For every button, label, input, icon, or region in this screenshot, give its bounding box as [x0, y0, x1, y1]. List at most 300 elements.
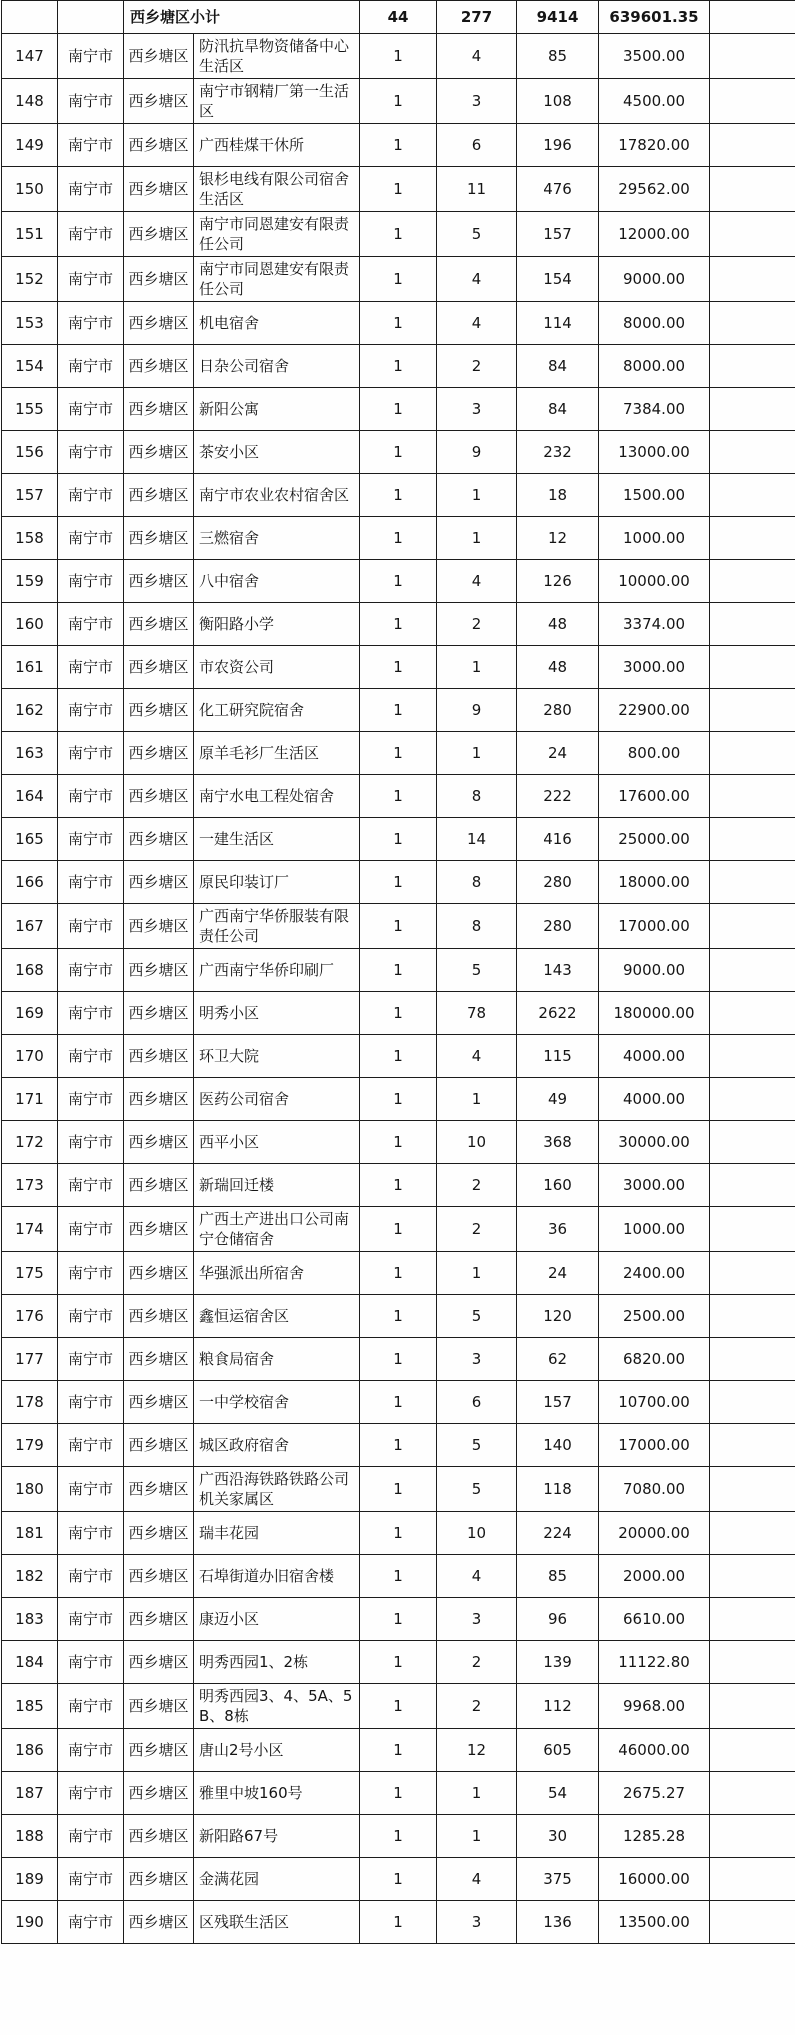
- empty-cell: [58, 1, 124, 34]
- name-cell: 化工研究院宿舍: [194, 689, 360, 732]
- row-number-cell: 150: [2, 167, 58, 212]
- row-number-cell: 174: [2, 1207, 58, 1252]
- row-number-cell: 160: [2, 603, 58, 646]
- name-cell: 新瑞回迁楼: [194, 1164, 360, 1207]
- table-row: [2, 560, 795, 603]
- spare-cell: [710, 560, 795, 603]
- name-cell: 雅里中坡160号: [194, 1772, 360, 1815]
- count-a-cell: 1: [360, 1901, 437, 1944]
- district-cell: 西乡塘区: [124, 34, 194, 79]
- amount-cell: 1000.00: [599, 517, 710, 560]
- name-cell: 南宁市钢精厂第一生活区: [194, 79, 360, 124]
- count-b-cell: 2: [437, 1684, 517, 1729]
- name-cell: 医药公司宿舍: [194, 1078, 360, 1121]
- count-b-cell: 8: [437, 775, 517, 818]
- table-row: [2, 1252, 795, 1295]
- subtotal-count-c-cell: 9414: [517, 1, 599, 34]
- count-c-cell: 280: [517, 861, 599, 904]
- spare-cell: [710, 689, 795, 732]
- count-a-cell: 1: [360, 212, 437, 257]
- amount-cell: 9000.00: [599, 257, 710, 302]
- table-row: [2, 474, 795, 517]
- district-cell: 西乡塘区: [124, 388, 194, 431]
- count-c-cell: 157: [517, 1381, 599, 1424]
- spare-cell: [710, 646, 795, 689]
- spare-cell: [710, 302, 795, 345]
- city-cell: 南宁市: [58, 1684, 124, 1729]
- table-row: [2, 34, 795, 79]
- table-row: [2, 1729, 795, 1772]
- name-cell: 南宁市同恩建安有限责任公司: [194, 212, 360, 257]
- amount-cell: 2400.00: [599, 1252, 710, 1295]
- count-c-cell: 196: [517, 124, 599, 167]
- name-cell: 原羊毛衫厂生活区: [194, 732, 360, 775]
- row-number-cell: 176: [2, 1295, 58, 1338]
- row-number-cell: 164: [2, 775, 58, 818]
- row-number-cell: 169: [2, 992, 58, 1035]
- city-cell: 南宁市: [58, 1207, 124, 1252]
- count-c-cell: 2622: [517, 992, 599, 1035]
- amount-cell: 46000.00: [599, 1729, 710, 1772]
- amount-cell: 2500.00: [599, 1295, 710, 1338]
- table-row: [2, 1381, 795, 1424]
- spare-cell: [710, 861, 795, 904]
- amount-cell: 3500.00: [599, 34, 710, 79]
- table-row: [2, 1467, 795, 1512]
- count-c-cell: 18: [517, 474, 599, 517]
- amount-cell: 11122.80: [599, 1641, 710, 1684]
- count-c-cell: 24: [517, 732, 599, 775]
- amount-cell: 7080.00: [599, 1467, 710, 1512]
- count-b-cell: 8: [437, 904, 517, 949]
- count-c-cell: 54: [517, 1772, 599, 1815]
- district-cell: 西乡塘区: [124, 818, 194, 861]
- spare-cell: [710, 124, 795, 167]
- table-row: [2, 1858, 795, 1901]
- city-cell: 南宁市: [58, 1381, 124, 1424]
- row-number-cell: 154: [2, 345, 58, 388]
- city-cell: 南宁市: [58, 775, 124, 818]
- count-c-cell: 232: [517, 431, 599, 474]
- amount-cell: 17000.00: [599, 1424, 710, 1467]
- row-number-cell: 157: [2, 474, 58, 517]
- district-cell: 西乡塘区: [124, 431, 194, 474]
- row-number-cell: 151: [2, 212, 58, 257]
- count-a-cell: 1: [360, 1772, 437, 1815]
- name-cell: 西平小区: [194, 1121, 360, 1164]
- name-cell: 南宁市农业农村宿舍区: [194, 474, 360, 517]
- district-cell: 西乡塘区: [124, 1815, 194, 1858]
- district-cell: 西乡塘区: [124, 1684, 194, 1729]
- district-cell: 西乡塘区: [124, 79, 194, 124]
- spare-cell: [710, 1467, 795, 1512]
- count-c-cell: 48: [517, 603, 599, 646]
- city-cell: 南宁市: [58, 1901, 124, 1944]
- count-a-cell: 1: [360, 431, 437, 474]
- district-cell: 西乡塘区: [124, 167, 194, 212]
- spare-cell: [710, 431, 795, 474]
- amount-cell: 6820.00: [599, 1338, 710, 1381]
- amount-cell: 4000.00: [599, 1078, 710, 1121]
- spare-cell: [710, 1815, 795, 1858]
- count-a-cell: 1: [360, 949, 437, 992]
- count-c-cell: 49: [517, 1078, 599, 1121]
- count-b-cell: 78: [437, 992, 517, 1035]
- city-cell: 南宁市: [58, 1121, 124, 1164]
- count-b-cell: 5: [437, 1295, 517, 1338]
- spare-cell: [710, 1512, 795, 1555]
- count-c-cell: 84: [517, 345, 599, 388]
- row-number-cell: 163: [2, 732, 58, 775]
- count-c-cell: 476: [517, 167, 599, 212]
- row-number-cell: 175: [2, 1252, 58, 1295]
- count-c-cell: 118: [517, 1467, 599, 1512]
- count-a-cell: 1: [360, 1815, 437, 1858]
- name-cell: 防汛抗旱物资储备中心生活区: [194, 34, 360, 79]
- spare-cell: [710, 1338, 795, 1381]
- count-b-cell: 5: [437, 1424, 517, 1467]
- spare-cell: [710, 1598, 795, 1641]
- row-number-cell: 184: [2, 1641, 58, 1684]
- spare-cell: [710, 1121, 795, 1164]
- name-cell: 银杉电线有限公司宿舍生活区: [194, 167, 360, 212]
- table-row: [2, 603, 795, 646]
- name-cell: 新阳公寓: [194, 388, 360, 431]
- count-b-cell: 1: [437, 1815, 517, 1858]
- name-cell: 南宁市同恩建安有限责任公司: [194, 257, 360, 302]
- city-cell: 南宁市: [58, 1641, 124, 1684]
- city-cell: 南宁市: [58, 474, 124, 517]
- district-cell: 西乡塘区: [124, 992, 194, 1035]
- count-b-cell: 3: [437, 1598, 517, 1641]
- district-cell: 西乡塘区: [124, 1555, 194, 1598]
- name-cell: 新阳路67号: [194, 1815, 360, 1858]
- count-c-cell: 24: [517, 1252, 599, 1295]
- table-row: [2, 775, 795, 818]
- count-a-cell: 1: [360, 474, 437, 517]
- district-cell: 西乡塘区: [124, 1858, 194, 1901]
- name-cell: 明秀西园1、2栋: [194, 1641, 360, 1684]
- count-b-cell: 2: [437, 603, 517, 646]
- subtotal-label-cell: 西乡塘区小计: [124, 1, 360, 34]
- count-b-cell: 4: [437, 1858, 517, 1901]
- count-c-cell: 30: [517, 1815, 599, 1858]
- table-row: [2, 517, 795, 560]
- amount-cell: 4000.00: [599, 1035, 710, 1078]
- district-cell: 西乡塘区: [124, 1772, 194, 1815]
- count-c-cell: 114: [517, 302, 599, 345]
- count-a-cell: 1: [360, 1121, 437, 1164]
- count-a-cell: 1: [360, 1684, 437, 1729]
- row-number-cell: 170: [2, 1035, 58, 1078]
- amount-cell: 18000.00: [599, 861, 710, 904]
- spare-cell: [710, 388, 795, 431]
- city-cell: 南宁市: [58, 1467, 124, 1512]
- table-row: [2, 1684, 795, 1729]
- count-b-cell: 10: [437, 1512, 517, 1555]
- city-cell: 南宁市: [58, 646, 124, 689]
- count-c-cell: 62: [517, 1338, 599, 1381]
- city-cell: 南宁市: [58, 302, 124, 345]
- count-b-cell: 3: [437, 79, 517, 124]
- city-cell: 南宁市: [58, 904, 124, 949]
- spare-cell: [710, 1641, 795, 1684]
- table-row: [2, 1424, 795, 1467]
- count-a-cell: 1: [360, 1252, 437, 1295]
- count-a-cell: 1: [360, 1424, 437, 1467]
- city-cell: 南宁市: [58, 345, 124, 388]
- row-number-cell: 190: [2, 1901, 58, 1944]
- table-row: [2, 431, 795, 474]
- count-c-cell: 48: [517, 646, 599, 689]
- name-cell: 一建生活区: [194, 818, 360, 861]
- table-row: [2, 1338, 795, 1381]
- city-cell: 南宁市: [58, 949, 124, 992]
- row-number-cell: 148: [2, 79, 58, 124]
- amount-cell: 1000.00: [599, 1207, 710, 1252]
- table-row: [2, 949, 795, 992]
- name-cell: 八中宿舍: [194, 560, 360, 603]
- amount-cell: 10000.00: [599, 560, 710, 603]
- spare-cell: [710, 212, 795, 257]
- district-cell: 西乡塘区: [124, 212, 194, 257]
- district-cell: 西乡塘区: [124, 1641, 194, 1684]
- count-b-cell: 5: [437, 1467, 517, 1512]
- count-c-cell: 157: [517, 212, 599, 257]
- table-row: [2, 732, 795, 775]
- name-cell: 衡阳路小学: [194, 603, 360, 646]
- count-a-cell: 1: [360, 79, 437, 124]
- district-cell: 西乡塘区: [124, 1467, 194, 1512]
- city-cell: 南宁市: [58, 1555, 124, 1598]
- count-c-cell: 115: [517, 1035, 599, 1078]
- count-a-cell: 1: [360, 302, 437, 345]
- spare-cell: [710, 1295, 795, 1338]
- district-cell: 西乡塘区: [124, 1424, 194, 1467]
- count-c-cell: 375: [517, 1858, 599, 1901]
- city-cell: 南宁市: [58, 560, 124, 603]
- count-a-cell: 1: [360, 517, 437, 560]
- table-row: [2, 79, 795, 124]
- city-cell: 南宁市: [58, 861, 124, 904]
- table-body: [2, 1, 795, 1944]
- spare-cell: [710, 79, 795, 124]
- table-row: [2, 818, 795, 861]
- row-number-cell: 183: [2, 1598, 58, 1641]
- amount-cell: 22900.00: [599, 689, 710, 732]
- count-b-cell: 6: [437, 124, 517, 167]
- amount-cell: 10700.00: [599, 1381, 710, 1424]
- district-cell: 西乡塘区: [124, 1164, 194, 1207]
- amount-cell: 800.00: [599, 732, 710, 775]
- count-c-cell: 140: [517, 1424, 599, 1467]
- count-a-cell: 1: [360, 732, 437, 775]
- row-number-cell: 153: [2, 302, 58, 345]
- city-cell: 南宁市: [58, 818, 124, 861]
- table-row: [2, 689, 795, 732]
- row-number-cell: 159: [2, 560, 58, 603]
- name-cell: 明秀西园3、4、5A、5B、8栋: [194, 1684, 360, 1729]
- count-a-cell: 1: [360, 1641, 437, 1684]
- spare-cell: [710, 1035, 795, 1078]
- amount-cell: 4500.00: [599, 79, 710, 124]
- district-cell: 西乡塘区: [124, 689, 194, 732]
- row-number-cell: 179: [2, 1424, 58, 1467]
- spare-cell: [710, 1858, 795, 1901]
- amount-cell: 8000.00: [599, 302, 710, 345]
- count-a-cell: 1: [360, 560, 437, 603]
- city-cell: 南宁市: [58, 1252, 124, 1295]
- amount-cell: 30000.00: [599, 1121, 710, 1164]
- table-row: [2, 1512, 795, 1555]
- row-number-cell: 181: [2, 1512, 58, 1555]
- city-cell: 南宁市: [58, 1772, 124, 1815]
- count-b-cell: 1: [437, 732, 517, 775]
- count-b-cell: 2: [437, 1207, 517, 1252]
- row-number-cell: 168: [2, 949, 58, 992]
- city-cell: 南宁市: [58, 1424, 124, 1467]
- district-cell: 西乡塘区: [124, 1729, 194, 1772]
- count-b-cell: 5: [437, 949, 517, 992]
- row-number-cell: 173: [2, 1164, 58, 1207]
- name-cell: 区残联生活区: [194, 1901, 360, 1944]
- amount-cell: 6610.00: [599, 1598, 710, 1641]
- city-cell: 南宁市: [58, 1338, 124, 1381]
- count-a-cell: 1: [360, 1164, 437, 1207]
- city-cell: 南宁市: [58, 1164, 124, 1207]
- district-cell: 西乡塘区: [124, 861, 194, 904]
- spare-cell: [710, 775, 795, 818]
- amount-cell: 12000.00: [599, 212, 710, 257]
- district-cell: 西乡塘区: [124, 1901, 194, 1944]
- city-cell: 南宁市: [58, 1598, 124, 1641]
- row-number-cell: 182: [2, 1555, 58, 1598]
- table-row: [2, 992, 795, 1035]
- amount-cell: 17820.00: [599, 124, 710, 167]
- spare-cell: [710, 1729, 795, 1772]
- count-a-cell: 1: [360, 861, 437, 904]
- district-cell: 西乡塘区: [124, 1078, 194, 1121]
- name-cell: 市农资公司: [194, 646, 360, 689]
- district-cell: 西乡塘区: [124, 1252, 194, 1295]
- count-a-cell: 1: [360, 1598, 437, 1641]
- table-row: [2, 1772, 795, 1815]
- count-a-cell: 1: [360, 904, 437, 949]
- count-a-cell: 1: [360, 345, 437, 388]
- count-c-cell: 154: [517, 257, 599, 302]
- amount-cell: 1500.00: [599, 474, 710, 517]
- name-cell: 康迈小区: [194, 1598, 360, 1641]
- city-cell: 南宁市: [58, 212, 124, 257]
- count-b-cell: 4: [437, 257, 517, 302]
- table-row: [2, 1641, 795, 1684]
- amount-cell: 2675.27: [599, 1772, 710, 1815]
- name-cell: 广西土产进出口公司南宁仓储宿舍: [194, 1207, 360, 1252]
- row-number-cell: 158: [2, 517, 58, 560]
- amount-cell: 9000.00: [599, 949, 710, 992]
- count-a-cell: 1: [360, 1381, 437, 1424]
- count-c-cell: 368: [517, 1121, 599, 1164]
- count-b-cell: 3: [437, 1901, 517, 1944]
- amount-cell: 7384.00: [599, 388, 710, 431]
- spare-cell: [710, 1555, 795, 1598]
- count-b-cell: 4: [437, 1035, 517, 1078]
- district-cell: 西乡塘区: [124, 1035, 194, 1078]
- city-cell: 南宁市: [58, 124, 124, 167]
- count-a-cell: 1: [360, 1467, 437, 1512]
- count-a-cell: 1: [360, 818, 437, 861]
- row-number-cell: 155: [2, 388, 58, 431]
- row-number-cell: 172: [2, 1121, 58, 1164]
- count-b-cell: 1: [437, 1252, 517, 1295]
- name-cell: 广西南宁华侨印刷厂: [194, 949, 360, 992]
- count-c-cell: 96: [517, 1598, 599, 1641]
- district-cell: 西乡塘区: [124, 949, 194, 992]
- row-number-cell: 186: [2, 1729, 58, 1772]
- subtotal-count-b-cell: 277: [437, 1, 517, 34]
- count-a-cell: 1: [360, 1078, 437, 1121]
- spare-cell: [710, 1772, 795, 1815]
- count-b-cell: 2: [437, 1164, 517, 1207]
- district-cell: 西乡塘区: [124, 732, 194, 775]
- amount-cell: 180000.00: [599, 992, 710, 1035]
- district-cell: 西乡塘区: [124, 603, 194, 646]
- spare-cell: [710, 1424, 795, 1467]
- count-b-cell: 8: [437, 861, 517, 904]
- name-cell: 华强派出所宿舍: [194, 1252, 360, 1295]
- spare-cell: [710, 167, 795, 212]
- amount-cell: 13500.00: [599, 1901, 710, 1944]
- spare-cell: [710, 1164, 795, 1207]
- spare-cell: [710, 1381, 795, 1424]
- name-cell: 明秀小区: [194, 992, 360, 1035]
- table-row: [2, 124, 795, 167]
- amount-cell: 3374.00: [599, 603, 710, 646]
- empty-cell: [710, 1, 795, 34]
- count-b-cell: 14: [437, 818, 517, 861]
- spare-cell: [710, 1207, 795, 1252]
- table-row: [2, 302, 795, 345]
- count-c-cell: 416: [517, 818, 599, 861]
- name-cell: 茶安小区: [194, 431, 360, 474]
- count-a-cell: 1: [360, 257, 437, 302]
- count-a-cell: 1: [360, 775, 437, 818]
- count-c-cell: 36: [517, 1207, 599, 1252]
- amount-cell: 25000.00: [599, 818, 710, 861]
- row-number-cell: 177: [2, 1338, 58, 1381]
- spare-cell: [710, 732, 795, 775]
- count-b-cell: 2: [437, 1641, 517, 1684]
- amount-cell: 3000.00: [599, 646, 710, 689]
- spare-cell: [710, 34, 795, 79]
- count-b-cell: 9: [437, 689, 517, 732]
- spare-cell: [710, 1684, 795, 1729]
- count-b-cell: 4: [437, 560, 517, 603]
- count-c-cell: 224: [517, 1512, 599, 1555]
- count-c-cell: 136: [517, 1901, 599, 1944]
- count-a-cell: 1: [360, 646, 437, 689]
- count-a-cell: 1: [360, 1338, 437, 1381]
- amount-cell: 20000.00: [599, 1512, 710, 1555]
- count-a-cell: 1: [360, 1035, 437, 1078]
- count-a-cell: 1: [360, 992, 437, 1035]
- table-row: [2, 861, 795, 904]
- count-c-cell: 280: [517, 689, 599, 732]
- count-c-cell: 280: [517, 904, 599, 949]
- count-a-cell: 1: [360, 689, 437, 732]
- district-cell: 西乡塘区: [124, 1598, 194, 1641]
- amount-cell: 8000.00: [599, 345, 710, 388]
